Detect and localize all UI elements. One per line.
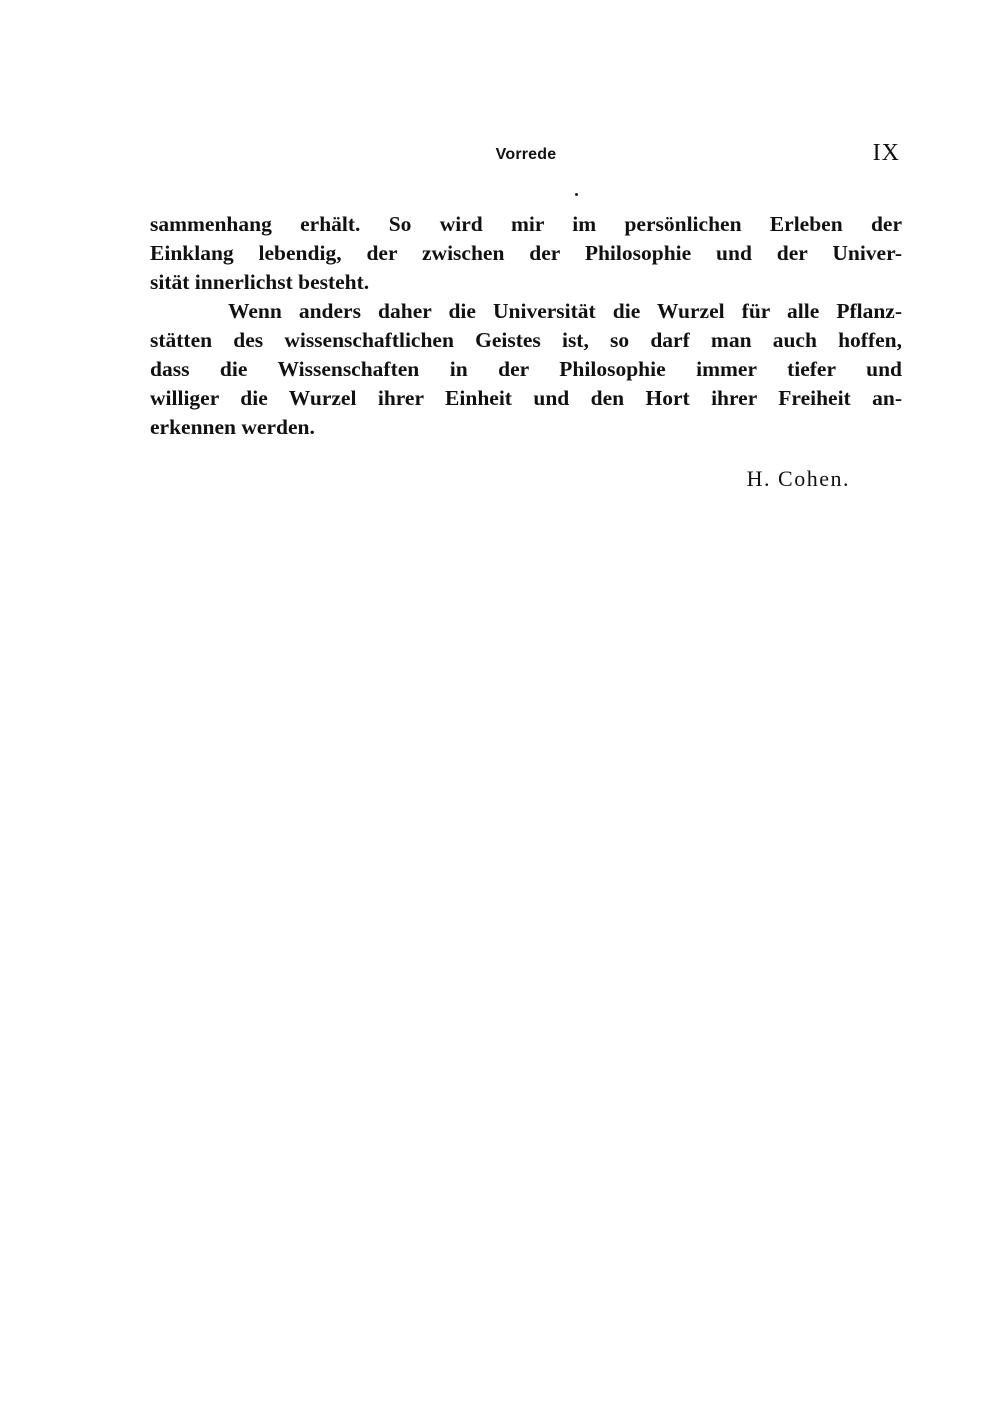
running-title: Vorrede	[495, 146, 557, 163]
text-line: dass die Wissenschaften in der Philosophie immer tiefer und	[150, 357, 902, 381]
body-text	[150, 210, 902, 442]
text-line: Einklang lebendig, der zwischen der Philosophie und der Univer-	[150, 241, 902, 265]
running-head	[150, 140, 902, 172]
text-line: sammenhang erhält. So wird mir im persönlichen Erleben der	[150, 212, 902, 236]
text-line: williger die Wurzel ihrer Einheit und den Hort ihrer Freiheit an-	[150, 386, 902, 410]
text-line: sität innerlichst besteht.	[150, 270, 370, 294]
text-line: erkennen werden.	[150, 415, 315, 439]
page-number: IX	[872, 140, 900, 166]
print-speck	[575, 193, 578, 196]
text-line: stätten des wissenschaftlichen Geistes ist, so darf man auch hoffen,	[150, 328, 902, 352]
paragraph-first-line: Wenn anders daher die Universität die Wurzel für alle Pflanz-	[228, 299, 902, 323]
author-signature: H. Cohen.	[746, 466, 850, 491]
